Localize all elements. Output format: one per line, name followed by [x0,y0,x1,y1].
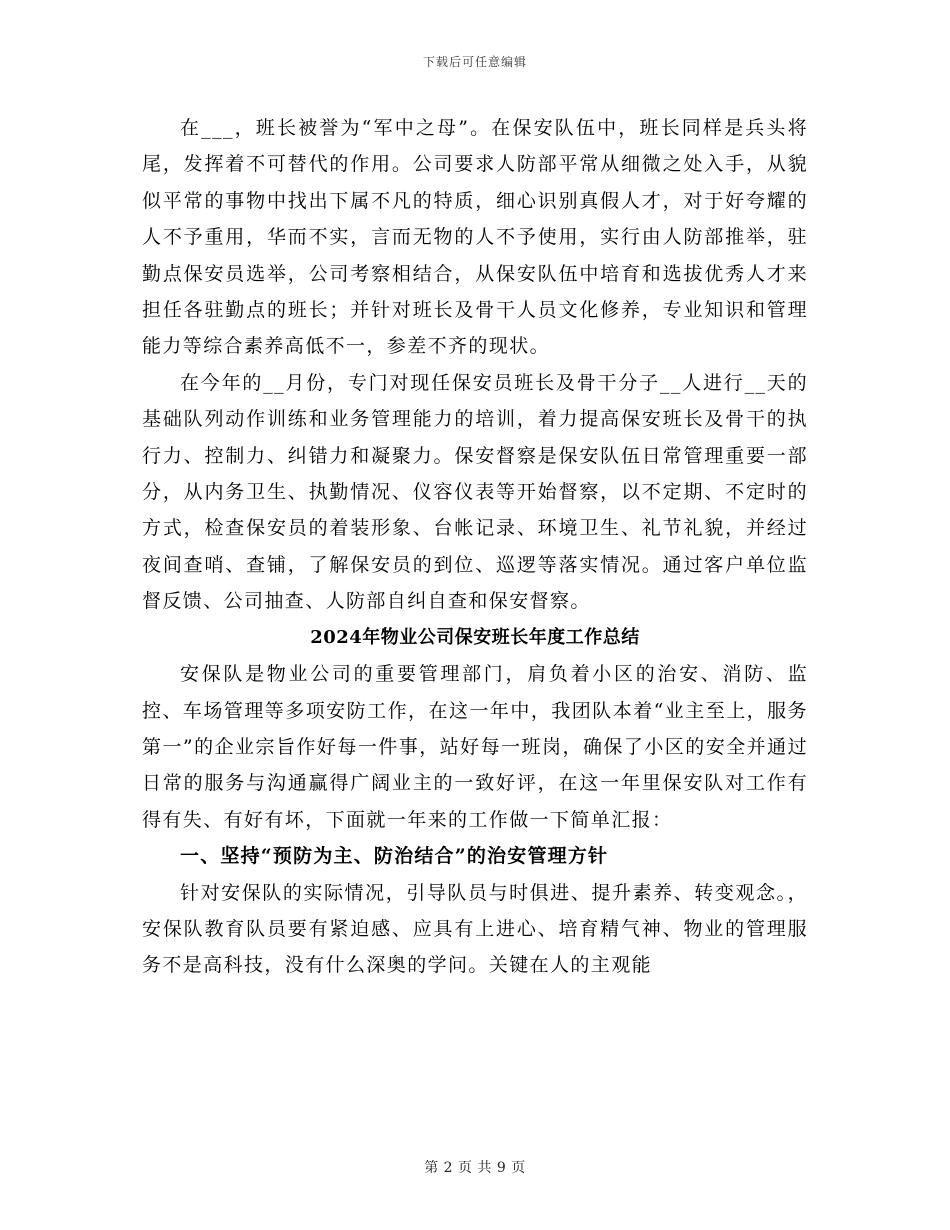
section-paragraph-1: 针对安保队的实际情况，引导队员与时俱进、提升素养、转变观念。，安保队教育队员要有紧迫感、应具有上进心、培育精气神、物业的管理服务不是高科技，没有什么深奥的学问。关键在人的主观能 [142,881,808,977]
page-number-footer: 第 2 页 共 9 页 [424,1160,526,1176]
document-body [142,110,808,984]
section-heading-1: 一、坚持“预防为主、防治结合”的治安管理方针 [180,845,609,868]
body-paragraph-1: 在___，班长被誉为“军中之母”。在保安队伍中，班长同样是兵头将尾，发挥着不可替代的作用。公司要求人防部平常从细微之处入手，从貌似平常的事物中找出下属不凡的特质，细心识别真假人才，对于好夸耀的人不予重用，华而不实，言而无物的人不予使用，实行由人防部推举，驻勤点保安员选举，公司考察相结合，从保安队伍中培育和选拔优秀人才来担任各驻勤点的班长；并针对班长及骨干人员文化修养，专业知识和管理能力等综合素养高低不一，参差不齐的现状。 [142,117,808,358]
document-title: 2024年物业公司保安班长年度工作总结 [310,626,640,648]
page-header-note: 下载后可任意编辑 [422,55,527,69]
intro-paragraph: 安保队是物业公司的重要管理部门，肩负着小区的治安、消防、监控、车场管理等多项安防工作，在这一年中，我团队本着“业主至上，服务第一”的企业宗旨作好每一件事，站好每一班岗，确保了小区的安全并通过日常的服务与沟通赢得广阔业主的一致好评，在这一年里保安队对工作有得有失、有好有坏，下面就一年来的工作做一下简单汇报： [142,663,808,831]
body-paragraph-2: 在今年的__月份，专门对现任保安员班长及骨干分子__人进行__天的基础队列动作训练和业务管理能力的培训，着力提高保安班长及骨干的执行力、控制力、纠错力和凝聚力。保安督察是保安队伍日常管理重要一部分，从内务卫生、执勤情况、仪容仪表等开始督察，以不定期、不定时的方式，检查保安员的着装形象、台帐记录、环境卫生、礼节礼貌，并经过夜间查哨、查铺，了解保安员的到位、巡逻等落实情况。通过客户单位监督反馈、公司抽查、人防部自纠自查和保安督察。 [142,371,808,613]
